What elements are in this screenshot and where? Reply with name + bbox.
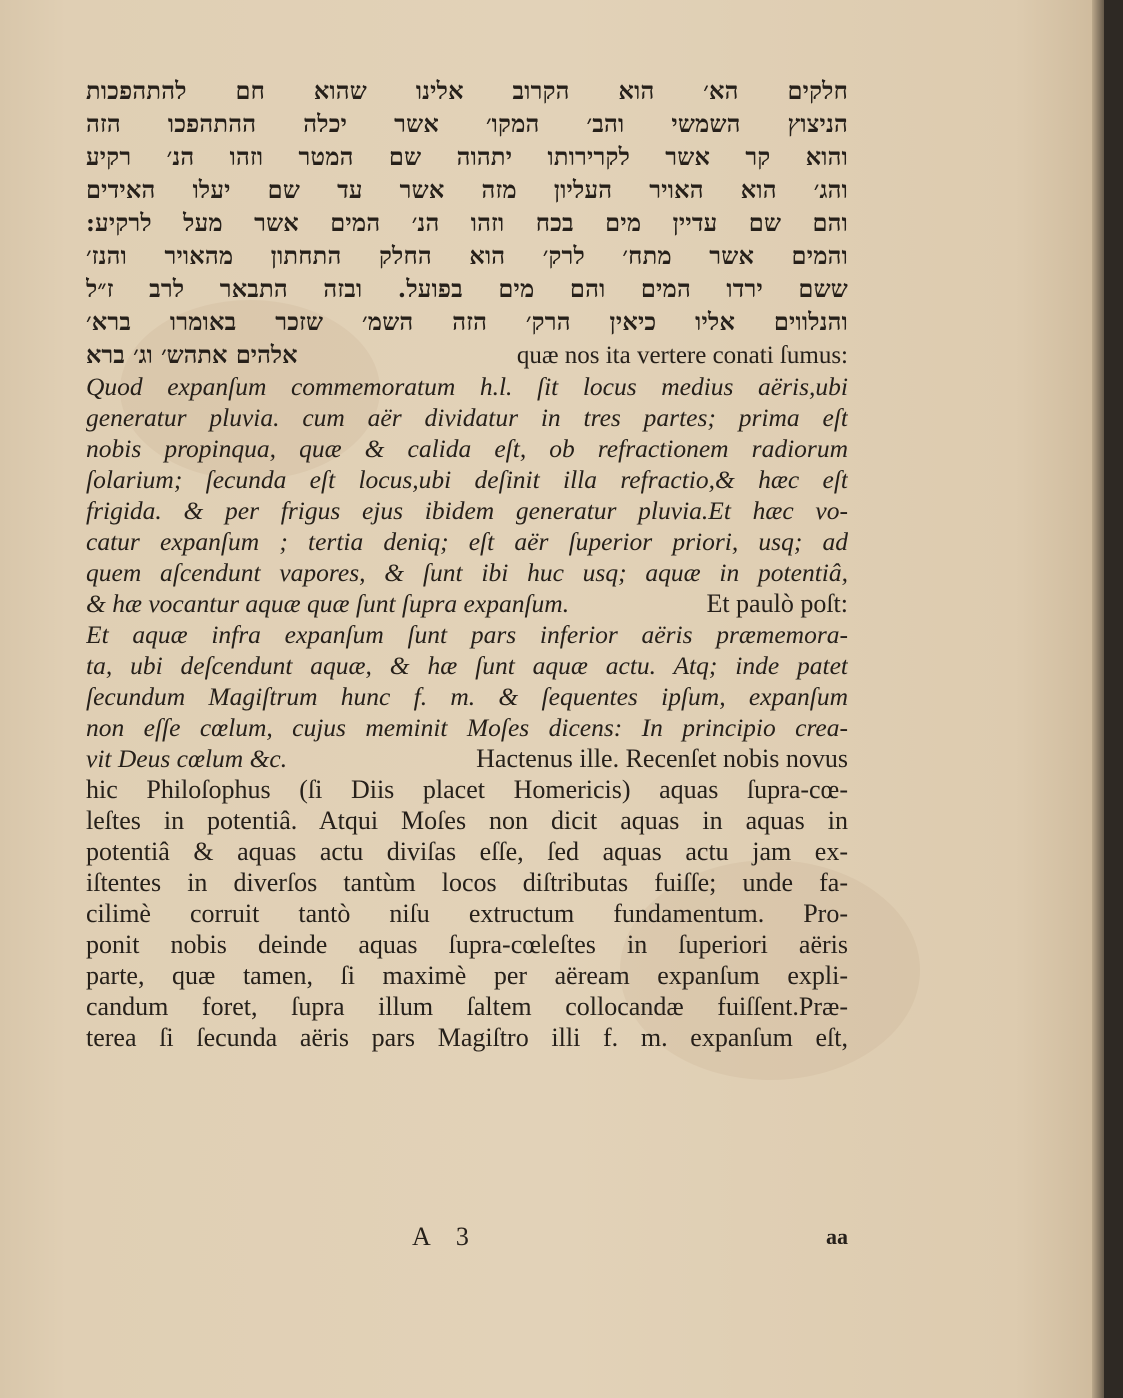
hebrew-line: הניצוץ השמשי והב׳ המקו׳ אשר יכלה ההתהפכו הזה (86, 109, 848, 138)
hebrew-line: ששם ירדו המים והם מים בפועל. ובזה התבאר לרב ז״ל (86, 274, 848, 303)
italic-line: generatur pluvia. cum aër dividatur in tres partes; prima eſt (86, 403, 848, 432)
mixed-line (86, 338, 848, 371)
roman-line: parte, quæ tamen, ſi maximè per aëream expanſum expli- (86, 961, 848, 990)
italic-line-text: & hæ vocantur aquæ quæ ſunt ſupra expanſum. (86, 589, 570, 618)
mixed-line-hebrew: אלהים אתהש׳ וג׳ ברא (86, 340, 298, 369)
italic-line: nobis propinqua, quæ & calida eſt, ob refractionem radiorum (86, 434, 848, 463)
transition-italic: vit Deus cœlum &c. (86, 744, 288, 773)
italic-line: ſecundum Magiſtrum hunc f. m. & ſequentes ipſum, expanſum (86, 682, 848, 711)
page-footer (86, 1222, 848, 1258)
roman-line: terea ſi ſecunda aëris pars Magiſtro illi f. m. expanſum eſt, (86, 1023, 848, 1052)
hebrew-line: והג׳ הוא האויר העליון מזה אשר עד שם יעלו האידים (86, 175, 848, 204)
mixed-line-latin: quæ nos ita vertere conati ſumus: (516, 342, 848, 369)
hebrew-line: חלקים הא׳ הוא הקרוב אלינו שהוא חם להתהפכות (86, 76, 848, 105)
transition-roman: Hactenus ille. Recenſet nobis novus (476, 744, 848, 773)
italic-line: non eſſe cœlum, cujus meminit Moſes dicens: In principio crea- (86, 713, 848, 742)
catchword: aa (826, 1224, 848, 1249)
hebrew-line: והנלווים אליו כיאין הרק׳ הזה השמ׳ שזכר באומרו ברא׳ (86, 307, 848, 336)
roman-line: candum foret, ſupra illum ſaltem collocandæ fuiſſent.Præ- (86, 992, 848, 1021)
transition-line (86, 743, 848, 774)
roman-line: potentiâ & aquas actu diviſas eſſe, ſed aquas actu jam ex- (86, 837, 848, 866)
italic-line: catur expanſum ; tertia deniq; eſt aër ſuperior priori, usq; ad (86, 527, 848, 556)
italic-line-mixed (86, 588, 848, 619)
italic-line: frigida. & per frigus ejus ibidem generatur pluvia.Et hæc vo- (86, 496, 848, 525)
binding-edge (1104, 0, 1123, 1398)
roman-line: ponit nobis deinde aquas ſupra-cœleſtes in ſuperiori aëris (86, 930, 848, 959)
roman-line: hic Philoſophus (ſi Diis placet Homericis) aquas ſupra-cœ- (86, 775, 848, 804)
italic-line: Quod expanſum commemoratum h.l. ſit locus medius aëris,ubi (86, 372, 848, 401)
hebrew-line: והוא קר אשר לקרירותו יתהוה שם המטר וזהו הנ׳ רקיע (86, 142, 848, 171)
roman-line: iſtentes in diverſos tantùm locos diſtributas fuiſſe; unde fa- (86, 868, 848, 897)
hebrew-line: והמים אשר מתח׳ לרק׳ הוא החלק התחתון מהאויר והנז׳ (86, 241, 848, 270)
text-block (86, 74, 848, 1053)
roman-tail: Et paulò poſt: (706, 589, 848, 618)
italic-line: quem aſcendunt vapores, & ſunt ibi huc usq; aquæ in potentiâ, (86, 558, 848, 587)
italic-line: ſolarium; ſecunda eſt locus,ubi deſinit illa refractio,& hæc eſt (86, 465, 848, 494)
italic-line: ta, ubi deſcendunt aquæ, & hæ ſunt aquæ actu. Atq; inde patet (86, 651, 848, 680)
italic-line: Et aquæ infra expanſum ſunt pars inferior aëris præmemora- (86, 620, 848, 649)
roman-line: cilimè corruit tantò niſu extructum fundamentum. Pro- (86, 899, 848, 928)
hebrew-line: והם שם עדיין מים בכח וזהו הנ׳ המים אשר מעל לרקיע: (86, 208, 848, 237)
roman-line: leſtes in potentiâ. Atqui Moſes non dicit aquas in aquas in (86, 806, 848, 835)
signature-mark: A 3 (412, 1222, 479, 1251)
